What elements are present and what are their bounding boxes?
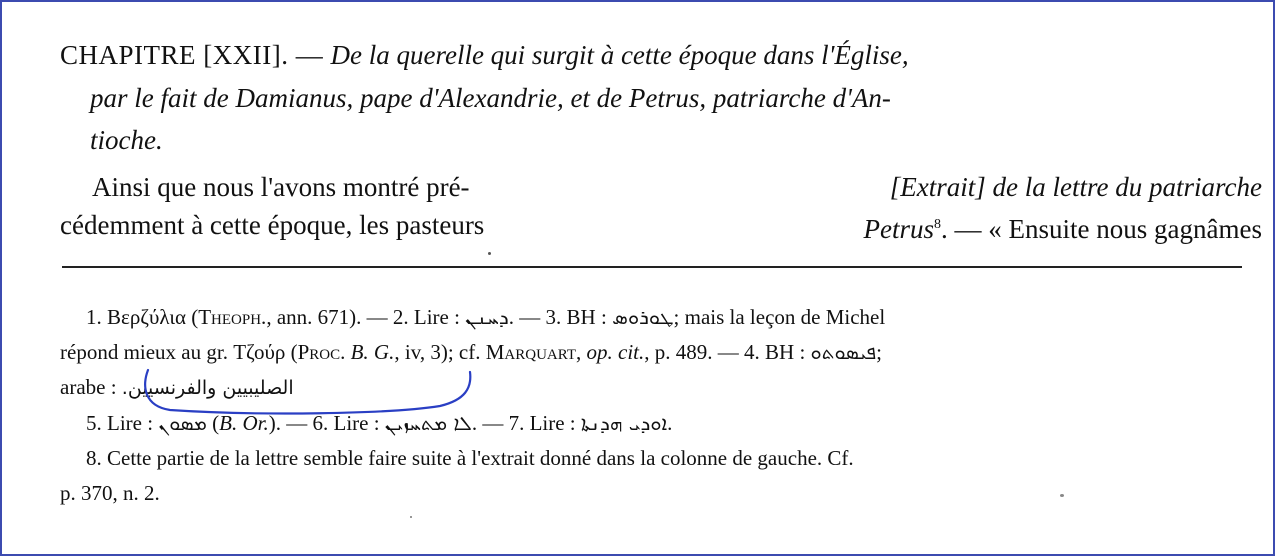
note-text: . [667, 411, 673, 435]
chapter-title-part-2: par le fait de Damianus, pape d'Alexandrie, et de Petrus, patriarche d'An- [90, 83, 891, 113]
footnote-line-2: répond mieux au gr. Τζούρ (Proc. B. G., iv, 3); cf. Marquart, op. cit., p. 489. — 4. BH : ܦܝܣܘܬܘ; [60, 335, 1260, 370]
note-text: . — 3. BH : [508, 305, 613, 329]
note-text: , iv, 3); cf. [394, 340, 486, 364]
right-column-line-1: [Extrait] de la lettre du patriarche [889, 172, 1262, 202]
note-text: Theoph. [198, 305, 267, 329]
note-text: Proc. [297, 340, 346, 364]
chapter-heading [60, 34, 1260, 161]
footnote-ref-8: 8 [934, 217, 942, 232]
footnote-line-4 [60, 406, 1260, 441]
footnote-line-6: p. 370, n. 2. [60, 481, 160, 505]
scan-speck [488, 252, 491, 255]
syriac-word: ܠܐ ܡܬܚܙܝܢ [384, 411, 472, 435]
footnote-line-1 [60, 300, 1260, 335]
chapter-title-part-1: De la querelle qui surgit à cette époque dans l'Église, [330, 40, 909, 70]
chapter-heading-line-1 [60, 34, 1260, 77]
note-text: , ann. 671). — 2. Lire : [266, 305, 466, 329]
note-text: ; [876, 340, 882, 364]
note-text: ; mais la leçon de Michel [673, 305, 886, 329]
footnote-separator [62, 266, 1242, 268]
chapter-number: CHAPITRE [XXII]. — [60, 40, 331, 70]
right-column-line-2 [864, 214, 1262, 244]
footnote-line-5: 8. Cette partie de la lettre semble faire suite à l'extrait donné dans la colonne de gauche. Cf. [86, 446, 854, 470]
left-column-text [60, 168, 620, 244]
note-text: B. Or. [219, 411, 269, 435]
left-column-line-2: cédemment à cette époque, les pasteurs [60, 210, 485, 240]
right-column-petrus: Petrus [863, 214, 935, 244]
scan-speck [1060, 494, 1064, 497]
syriac-word: ܐܘܕܝ ܗܕܢܬܐ [580, 411, 668, 435]
note-text: B. G. [350, 340, 395, 364]
note-text: . — 7. Lire : [471, 411, 581, 435]
footnote-line-3 [60, 370, 1260, 406]
syriac-word: ܕܚܢܢ [465, 305, 509, 329]
scan-speck [410, 516, 412, 518]
note-text: Marquart [485, 340, 577, 364]
chapter-title-part-3: tioche. [90, 125, 163, 155]
syriac-word: ܡܣܘܢ [158, 411, 207, 435]
note-text: 1. Βερζύλια ( [86, 305, 199, 329]
note-text: 5. Lire : [86, 411, 159, 435]
note-text: ). — 6. Lire : [268, 411, 385, 435]
syriac-word: ܦܝܣܘܬܘ [810, 340, 877, 364]
left-column-line-1: Ainsi que nous l'avons montré pré- [92, 172, 470, 202]
note-text: ( [206, 411, 220, 435]
note-text: , p. 489. — 4. BH : [644, 340, 811, 364]
note-text: arabe : [60, 375, 122, 399]
syriac-word: ܛܘܪܘܣ [612, 305, 674, 329]
right-column-line-2-rest: . — « Ensuite nous gagnâmes [941, 214, 1262, 244]
arabic-word: الصليبيين والفرنسيين. [121, 377, 294, 399]
right-column-text [692, 168, 1262, 248]
note-text: répond mieux au gr. Τζούρ ( [60, 340, 298, 364]
note-text: op. cit. [586, 340, 645, 364]
footnotes [60, 300, 1260, 511]
